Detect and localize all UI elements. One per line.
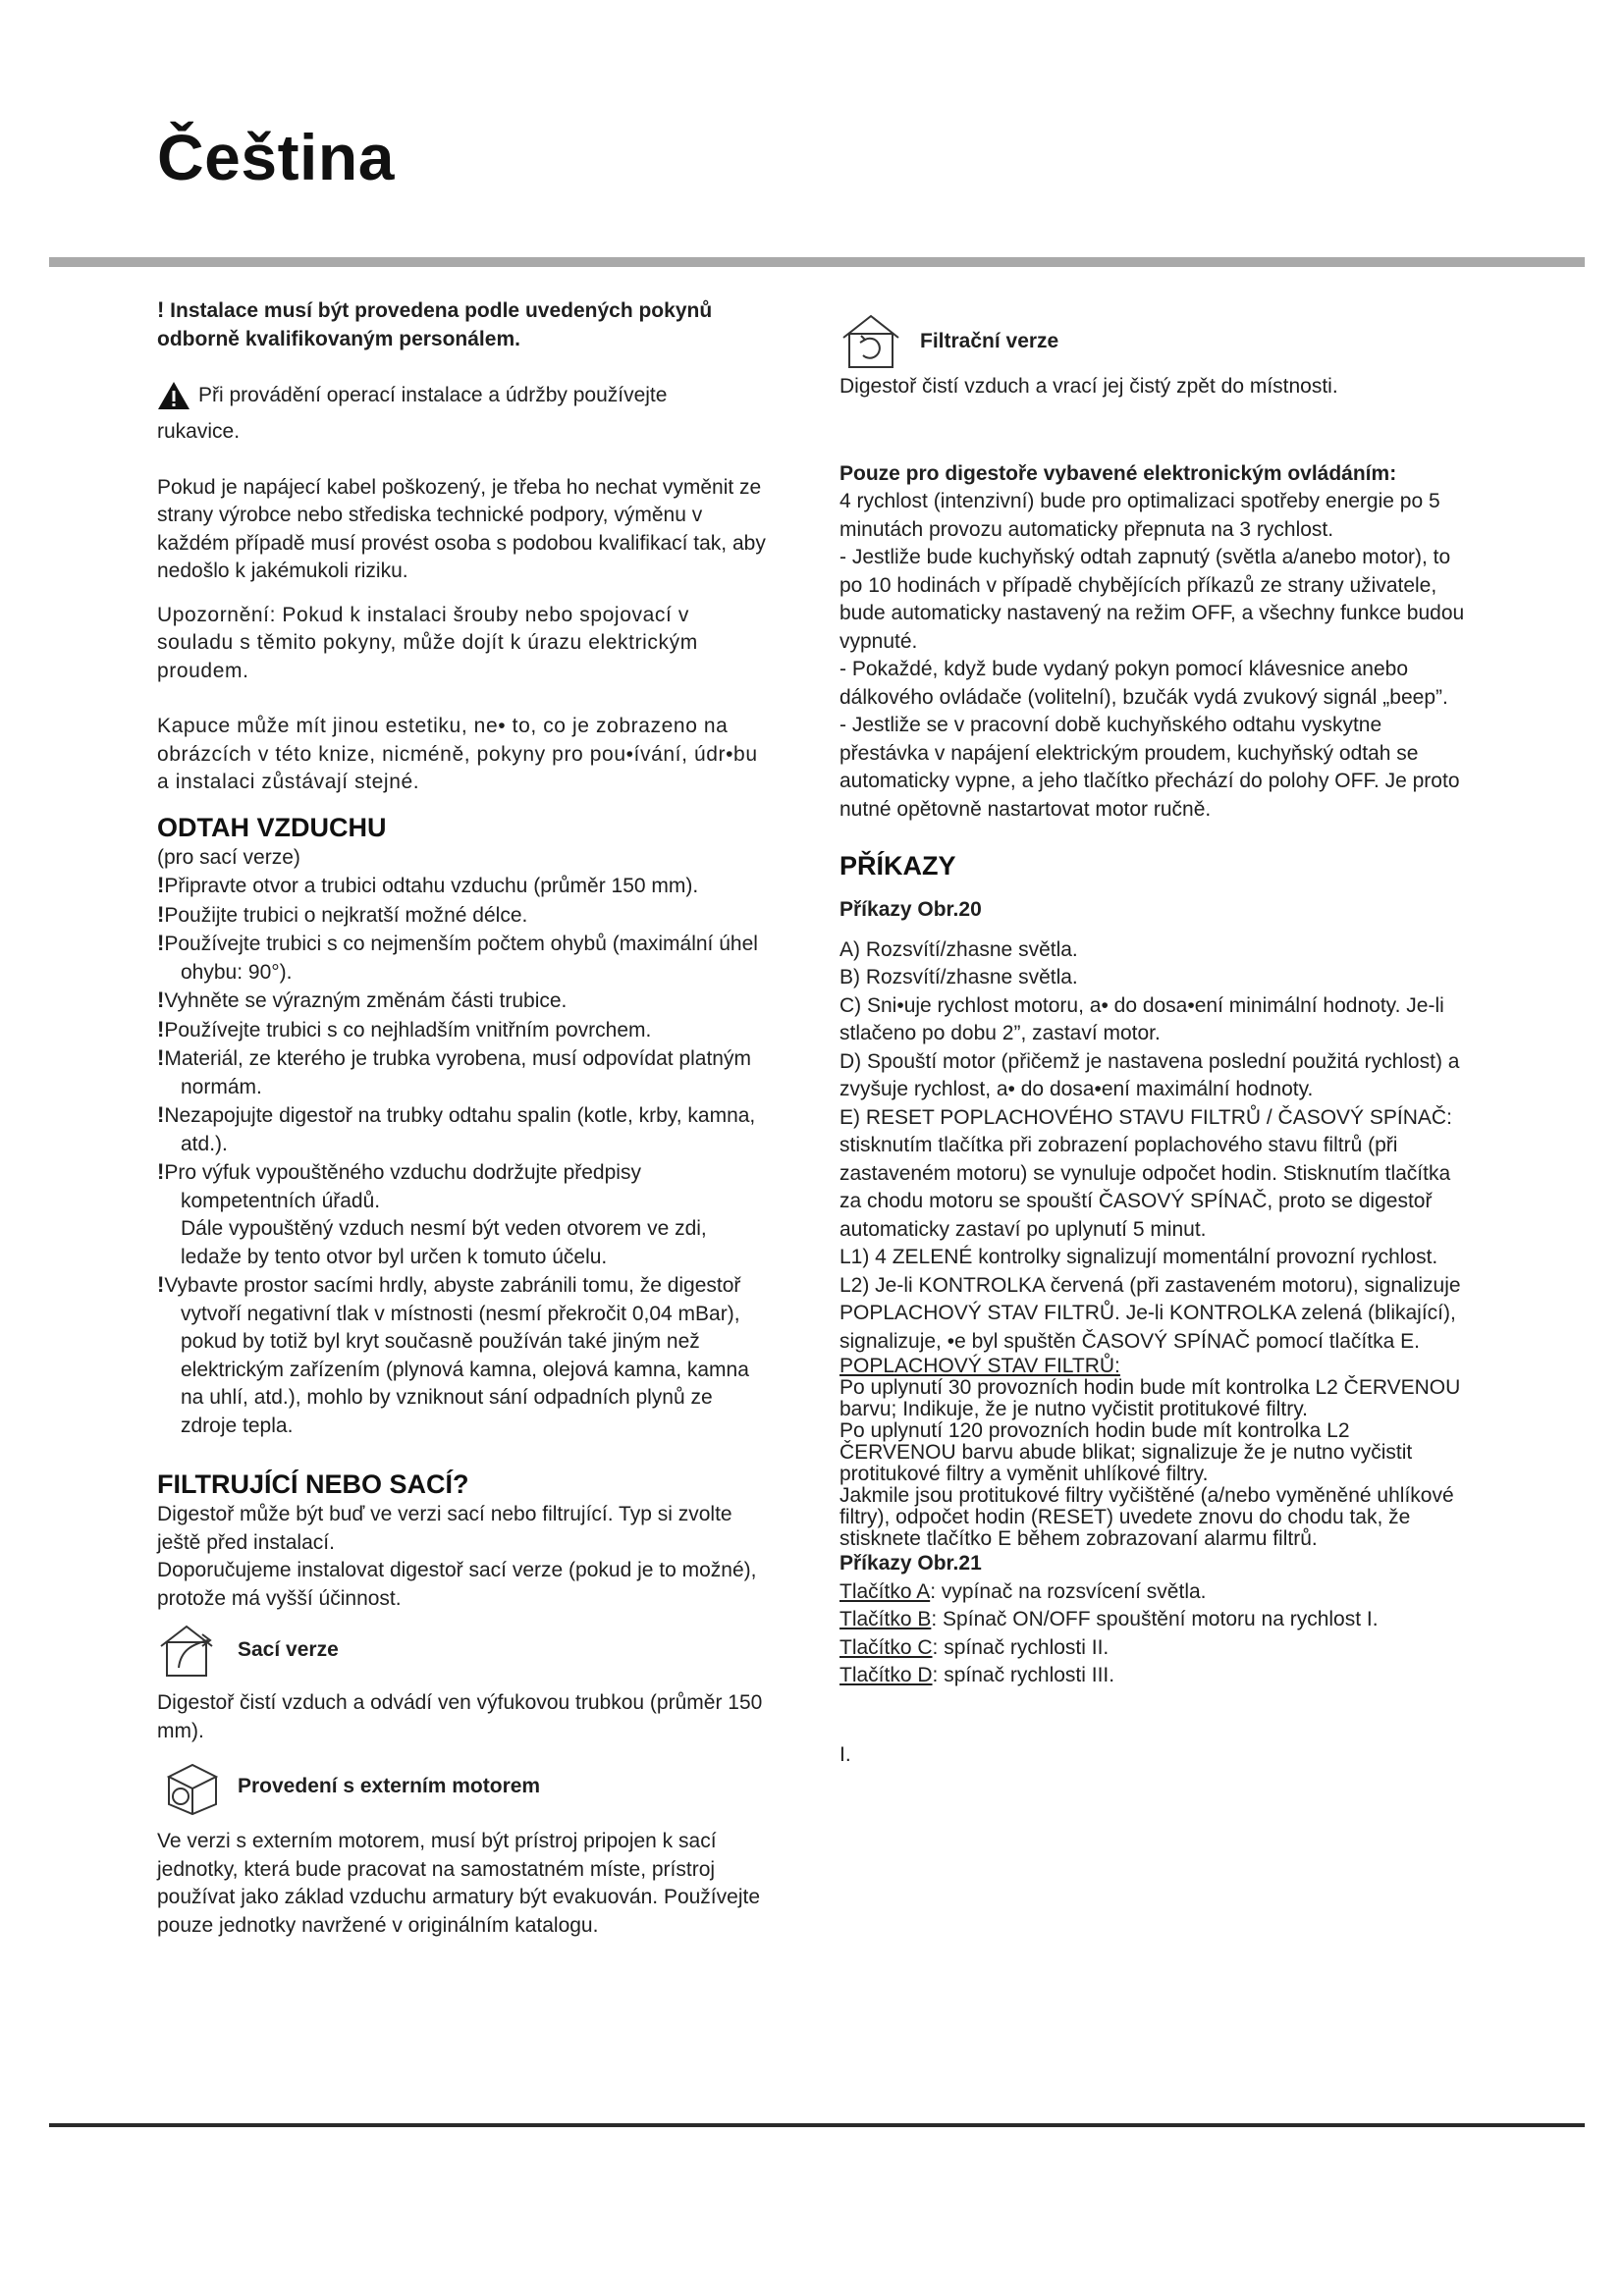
right-column — [839, 312, 1468, 1769]
air-exhaust-subheading: (pro sací verze) — [157, 845, 300, 869]
installation-warning: ! Instalace musí být provedena podle uvedených pokynů odborně kvalifikovaným personálem. — [157, 297, 713, 350]
warning-triangle-icon — [157, 381, 190, 410]
page-title: Čeština — [157, 121, 395, 193]
button-c-description: Tlačítko C: spínač rychlosti II. — [839, 1635, 1110, 1659]
screws-paragraph: Upozornění: Pokud k instalaci šrouby nebo spojovací v souladu s těmito pokyny, může dojít k úrazu elektrickým proudem. — [157, 603, 698, 682]
list-item: !Použijte trubici o nejkratší možné délce. — [157, 901, 528, 927]
air-exhaust-list — [157, 872, 766, 1440]
list-item: !Vybavte prostor sacími hrdly, abyste zabránili tomu, že digestoř vytvoří negativní tlak v místnosti (nesmí překročit 0,04 mBar), pokud by totiž byl kryt současně používán také jiným než elektrickým zařízením (plynová kamna, olejová kamna, kamna na uhlí, atd.), mohlo by vzniknout sání odpadních plynů ze zdroje tepla. — [157, 1272, 749, 1437]
electronic-control-paragraph: - Jestliže bude kuchyňský odtah zapnutý (světla a/anebo motor), to po 10 hodinách v případě chybějících příkazů ze strany uživatele, bude automaticky nastavený na režim OFF, a všechny funkce budou vypnuté. — [839, 546, 1465, 653]
suction-house-icon — [157, 1621, 228, 1680]
commands-fig20-heading: Příkazy Obr.20 — [839, 898, 982, 921]
button-d-description: Tlačítko D: spínač rychlosti III. — [839, 1664, 1115, 1686]
external-motor-label: Provedení s externím motorem — [238, 1774, 541, 1797]
filter-or-suction-heading: FILTRUJÍCÍ NEBO SACÍ? — [157, 1469, 469, 1499]
list-item: B) Rozsvítí/zhasne světla. — [839, 966, 1078, 988]
filter-recirculation-icon — [839, 312, 910, 371]
button-a-description: Tlačítko A: vypínač na rozsvícení světla. — [839, 1579, 1207, 1603]
gloves-text-end: rukavice. — [157, 420, 241, 443]
list-item: !Materiál, ze kterého je trubka vyrobena, musí odpovídat platným normám. — [157, 1045, 751, 1098]
gloves-warning: Při provádění operací instalace a údržby používejte — [157, 381, 766, 410]
air-exhaust-heading: ODTAH VZDUCHU — [157, 812, 387, 842]
suction-version-label: Sací verze — [238, 1637, 339, 1661]
left-column — [157, 296, 766, 1940]
filter-paragraph-2: Doporučujeme instalovat digestoř sací verze (pokud je to možné), protože má vyšší účinnost. — [157, 1559, 757, 1610]
filter-alarm-paragraph: Po uplynutí 120 provozních hodin bude mít kontrolka L2 ČERVENOU barvu abude blikat; signalizuje že je nutno vyčistit protitukové filtry a vyměnit uhlíkové filtry. — [839, 1419, 1413, 1485]
list-item: !Vyhněte se výrazným změnám části trubice. — [157, 988, 568, 1012]
filter-version-text: Digestoř čistí vzduch a vrací jej čistý zpět do místnosti. — [839, 375, 1338, 398]
filter-paragraph-1: Digestoř může být buď ve verzi sací nebo filtrující. Typ si zvolte ještě před instalací. — [157, 1503, 732, 1554]
list-item: Dále vypouštěný vzduch nesmí být veden otvorem ve zdi, ledaže by tento otvor byl určen k tomuto účelu. — [181, 1217, 707, 1268]
top-divider — [49, 257, 1585, 267]
cable-paragraph: Pokud je napájecí kabel poškozený, je třeba ho nechat vyměnit ze strany výrobce nebo střediska technické podpory, výměnu v každém případě musí provést osoba s podobou kvalifikací tak, aby nedošlo k jakémukoli riziku. — [157, 475, 766, 582]
commands-fig21-heading: Příkazy Obr.21 — [839, 1552, 982, 1575]
filter-version — [839, 312, 1468, 371]
hood-paragraph: Kapuce může mít jinou estetiku, ne• to, co je zobrazeno na obrázcích v této knize, nicméně, pokyny pro pou•ívání, údr•bu a instalaci zůstávají stejné. — [157, 715, 758, 793]
electronic-control-paragraph: - Jestliže se v pracovní době kuchyňského odtahu vyskytne přestávka v napájení elektrickým proudem, kuchyňský odtah se automaticky vypne, a jeho tlačítko přechází do polohy OFF. Je proto nutné opětovně nastartovat motor ručně. — [839, 714, 1460, 821]
exclamation-icon: ! — [157, 297, 165, 322]
commands-heading: PŘÍKAZY — [839, 851, 956, 881]
electronic-control-paragraph: - Pokaždé, když bude vydaný pokyn pomocí klávesnice anebo dálkového ovládače (volitelní), bzučák vydá zvukový signál „beep”. — [839, 658, 1448, 709]
list-item: L1) 4 ZELENÉ kontrolky signalizují momentální provozní rychlost. — [839, 1246, 1438, 1268]
filter-alarm-heading: POPLACHOVÝ STAV FILTRŮ: — [839, 1355, 1120, 1377]
list-item: !Připravte otvor a trubici odtahu vzduchu (průměr 150 mm). — [157, 873, 699, 897]
trailing-mark: I. — [839, 1742, 851, 1766]
filter-alarm-paragraph: Po uplynutí 30 provozních hodin bude mít kontrolka L2 ČERVENOU barvu; Indikuje, že je nutno vyčistit protitukové filtry. — [839, 1376, 1461, 1420]
list-item: A) Rozsvítí/zhasne světla. — [839, 937, 1078, 961]
filter-version-label: Filtrační verze — [920, 329, 1059, 352]
list-item: !Používejte trubici s co nejhladším vnitřním povrchem. — [157, 1016, 652, 1041]
external-motor-version — [157, 1757, 766, 1816]
filter-alarm-section — [839, 1356, 1468, 1550]
commands-list — [839, 936, 1468, 1357]
suction-version-text: Digestoř čistí vzduch a odvádí ven výfukovou trubkou (průměr 150 mm). — [157, 1691, 763, 1742]
button-b-description: Tlačítko B: Spínač ON/OFF spouštění motoru na rychlost I. — [839, 1608, 1379, 1630]
list-item: D) Spouští motor (přičemž je nastavena poslední použitá rychlost) a zvyšuje rychlost, a• do dosa•ení maximální hodnoty. — [839, 1049, 1460, 1100]
electronic-control-heading: Pouze pro digestoře vybavené elektronickým ovládáním: — [839, 461, 1397, 485]
filter-alarm-paragraph: Jakmile jsou protitukové filtry vyčištěné (a/nebo vyměněné uhlíkové filtry), odpočet hodin (RESET) uvedete znovu do chodu tak, že stisknete tlačítko E během zobrazovaní alarmu filtrů. — [839, 1484, 1454, 1550]
list-item: !Nezapojujte digestoř na trubky odtahu spalin (kotle, krby, kamna, atd.). — [157, 1102, 756, 1155]
external-motor-text: Ve verzi s externím motorem, musí být prístroj pripojen k sací jednotky, která bude pracovat na samostatném míste, prístroj používat jako základ vzduchu armatury být evakuován. Používejte pouze jednotky navržené v originálním katalogu. — [157, 1830, 761, 1937]
suction-version — [157, 1621, 766, 1680]
list-item: C) Sni•uje rychlost motoru, a• do dosa•ení minimální hodnoty. Je-li stlačeno po dobu 2”, zastaví motor. — [839, 993, 1444, 1044]
bottom-divider — [49, 2123, 1585, 2127]
list-item: L2) Je-li KONTROLKA červená (při zastaveném motoru), signalizuje POPLACHOVÝ STAV FILTRŮ. Je-li KONTROLKA zelená (blikající), signalizuje, •e byl spuštěn ČASOVÝ SPÍNAČ pomocí tlačítka E. — [839, 1273, 1461, 1353]
list-item: !Používejte trubici s co nejmenším počtem ohybů (maximální úhel ohybu: 90°). — [157, 931, 758, 984]
electronic-control-paragraph: 4 rychlost (intenzivní) bude pro optimalizaci spotřeby energie po 5 minutách provozu automaticky přepnuta na 3 rychlost. — [839, 490, 1440, 541]
list-item: E) RESET POPLACHOVÉHO STAVU FILTRŮ / ČASOVÝ SPÍNAČ: stisknutím tlačítka při zobrazení poplachového stavu filtrů (při zastaveném motoru) se vynuluje odpočet hodin. Stisknutím tlačítka za chodu motoru se spouští ČASOVÝ SPÍNAČ, proto se digestoř automaticky zastaví po uplynutí 5 minut. — [839, 1105, 1452, 1241]
list-item: !Pro výfuk vypouštěného vzduchu dodržujte předpisy kompetentních úřadů. — [157, 1159, 641, 1212]
external-motor-icon — [157, 1757, 228, 1816]
